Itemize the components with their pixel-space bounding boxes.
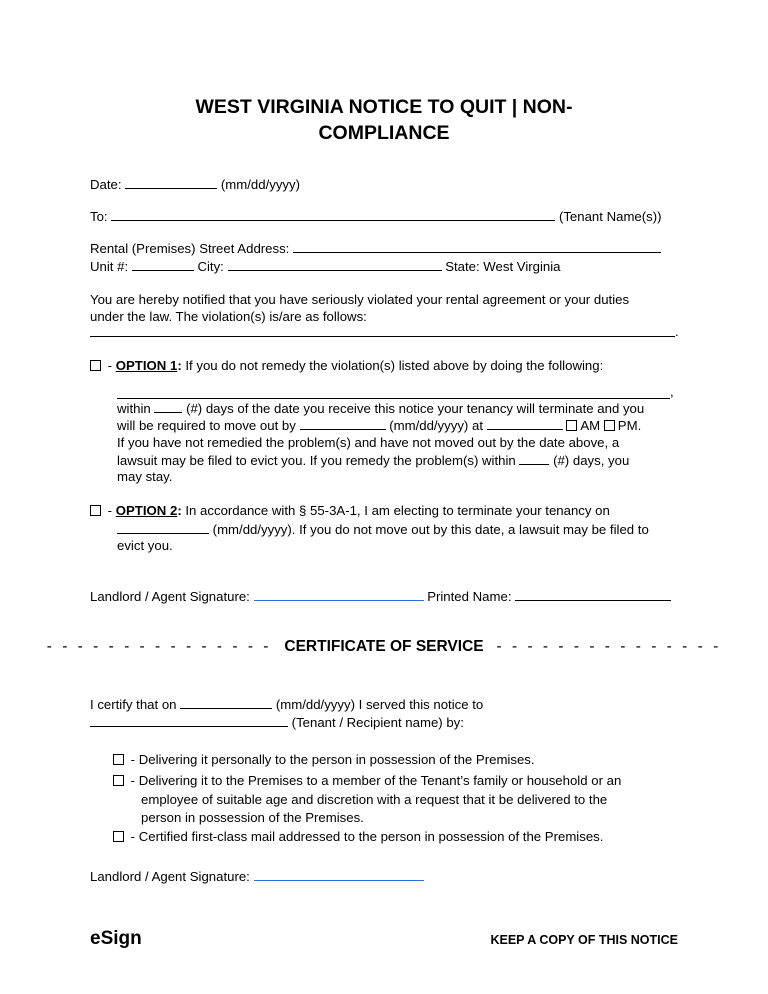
option2-line-3: evict you. bbox=[117, 538, 173, 553]
mmdd-at-text: (mm/dd/yyyy) at bbox=[389, 418, 483, 433]
signature2-row bbox=[90, 868, 424, 885]
method2-line-3: person in possession of the Premises. bbox=[141, 810, 364, 825]
days-text: (#) days of the date you receive this notice your tenancy will terminate and you bbox=[186, 401, 645, 416]
unit-field[interactable] bbox=[132, 258, 194, 271]
method1-checkbox[interactable] bbox=[113, 754, 124, 765]
dashes-right: - - - - - - - - - - - - - - - bbox=[496, 638, 722, 655]
remedy-field[interactable] bbox=[117, 398, 670, 399]
tenant-hint: (Tenant Name(s)) bbox=[558, 209, 662, 224]
terminate-date-field[interactable] bbox=[117, 521, 209, 534]
option2-line-2 bbox=[117, 521, 649, 538]
state-label: State: West Virginia bbox=[445, 259, 561, 274]
method3-text: - Certified first-class mail addressed to the person in possession of the Premises. bbox=[130, 829, 604, 844]
line5a: lawsuit may be filed to evict you. If you remedy the problem(s) within bbox=[117, 453, 516, 468]
date-label: Date: bbox=[90, 177, 122, 192]
pm-checkbox[interactable] bbox=[604, 420, 615, 431]
unit-label: Unit #: bbox=[90, 259, 129, 274]
method2-checkbox[interactable] bbox=[113, 775, 124, 786]
time-field[interactable] bbox=[487, 417, 563, 430]
signature-row bbox=[90, 588, 671, 605]
unit-city-row bbox=[90, 258, 561, 275]
option1-checkbox[interactable] bbox=[90, 360, 101, 371]
title-line-2: COMPLIANCE bbox=[318, 122, 450, 144]
method2-line-2: employee of suitable age and discretion with a request that it be delivered to the bbox=[141, 792, 608, 807]
am-label: AM bbox=[580, 418, 601, 433]
address-label: Rental (Premises) Street Address: bbox=[90, 241, 290, 256]
date-row bbox=[90, 176, 300, 193]
option2-checkbox[interactable] bbox=[90, 505, 101, 516]
document-title bbox=[0, 94, 768, 146]
certify-row bbox=[90, 696, 483, 713]
pm-label: PM. bbox=[617, 418, 642, 433]
to-row bbox=[90, 208, 662, 225]
option1-line-4: If you have not remedied the problem(s) and have not moved out by the date above, a bbox=[117, 435, 620, 450]
dashes-left: - - - - - - - - - - - - - - - bbox=[46, 638, 272, 655]
violation-field[interactable] bbox=[90, 336, 675, 337]
dash: - bbox=[107, 503, 113, 518]
signature-label: Landlord / Agent Signature: bbox=[90, 589, 250, 604]
method2-text: - Delivering it to the Premises to a member of the Tenant’s family or household or an bbox=[130, 773, 622, 788]
option1-text: If you do not remedy the violation(s) listed above by doing the following: bbox=[185, 358, 604, 373]
option2-line2-text: (mm/dd/yyyy). If you do not move out by this date, a lawsuit may be filed to bbox=[212, 522, 649, 537]
signature2-field[interactable] bbox=[254, 868, 424, 881]
period: . bbox=[675, 324, 679, 339]
certify-c: (Tenant / Recipient name) by: bbox=[291, 715, 464, 730]
signature-field[interactable] bbox=[254, 588, 424, 601]
line5b: (#) days, you bbox=[553, 453, 630, 468]
street-address-field[interactable] bbox=[293, 240, 661, 253]
method-1 bbox=[113, 752, 535, 768]
method3-checkbox[interactable] bbox=[113, 831, 124, 842]
moveout-text: will be required to move out by bbox=[117, 418, 296, 433]
date-field[interactable] bbox=[125, 176, 217, 189]
printed-name-label: Printed Name: bbox=[427, 589, 512, 604]
notice-line-2: under the law. The violation(s) is/are as follows: bbox=[90, 309, 367, 324]
comma: , bbox=[670, 384, 674, 399]
remedy-days-field[interactable] bbox=[519, 452, 549, 465]
notice-line-1: You are hereby notified that you have seriously violated your rental agreement or your duties bbox=[90, 292, 630, 307]
option1-line-3 bbox=[117, 417, 641, 434]
printed-name-field[interactable] bbox=[515, 588, 671, 601]
date-hint: (mm/dd/yyyy) bbox=[220, 177, 300, 192]
option2-row bbox=[90, 503, 610, 519]
city-label: City: bbox=[197, 259, 224, 274]
dash: - bbox=[107, 358, 113, 373]
method-3 bbox=[113, 829, 603, 845]
method-2 bbox=[113, 773, 621, 789]
signature2-label: Landlord / Agent Signature: bbox=[90, 869, 250, 884]
colon: : bbox=[177, 503, 182, 518]
title-line-1: WEST VIRGINIA NOTICE TO QUIT | NON- bbox=[195, 96, 573, 118]
method1-text: - Delivering it personally to the person in possession of the Premises. bbox=[130, 752, 535, 767]
within-text: within bbox=[117, 401, 151, 416]
am-checkbox[interactable] bbox=[566, 420, 577, 431]
certificate-header bbox=[0, 637, 768, 657]
option1-line-2 bbox=[117, 400, 644, 417]
served-date-field[interactable] bbox=[180, 696, 272, 709]
colon: : bbox=[177, 358, 182, 373]
keep-copy-note: KEEP A COPY OF THIS NOTICE bbox=[490, 933, 678, 947]
tenant-name-field[interactable] bbox=[111, 208, 555, 221]
address-row bbox=[90, 240, 661, 257]
recipient-row bbox=[90, 714, 464, 731]
option1-label: OPTION 1 bbox=[115, 358, 178, 373]
esign-logo: eSign bbox=[90, 928, 142, 949]
moveout-date-field[interactable] bbox=[300, 417, 386, 430]
option1-line-5 bbox=[117, 452, 629, 469]
option2-label: OPTION 2 bbox=[115, 503, 178, 518]
option1-row bbox=[90, 358, 603, 374]
certificate-title: CERTIFICATE OF SERVICE bbox=[284, 638, 484, 655]
certify-b: (mm/dd/yyyy) I served this notice to bbox=[275, 697, 484, 712]
option1-line-6: may stay. bbox=[117, 469, 173, 484]
days-field[interactable] bbox=[154, 400, 182, 413]
to-label: To: bbox=[90, 209, 108, 224]
recipient-name-field[interactable] bbox=[90, 714, 288, 727]
option2-text: In accordance with § 55-3A-1, I am electing to terminate your tenancy on bbox=[185, 503, 610, 518]
city-field[interactable] bbox=[228, 258, 442, 271]
certify-a: I certify that on bbox=[90, 697, 177, 712]
